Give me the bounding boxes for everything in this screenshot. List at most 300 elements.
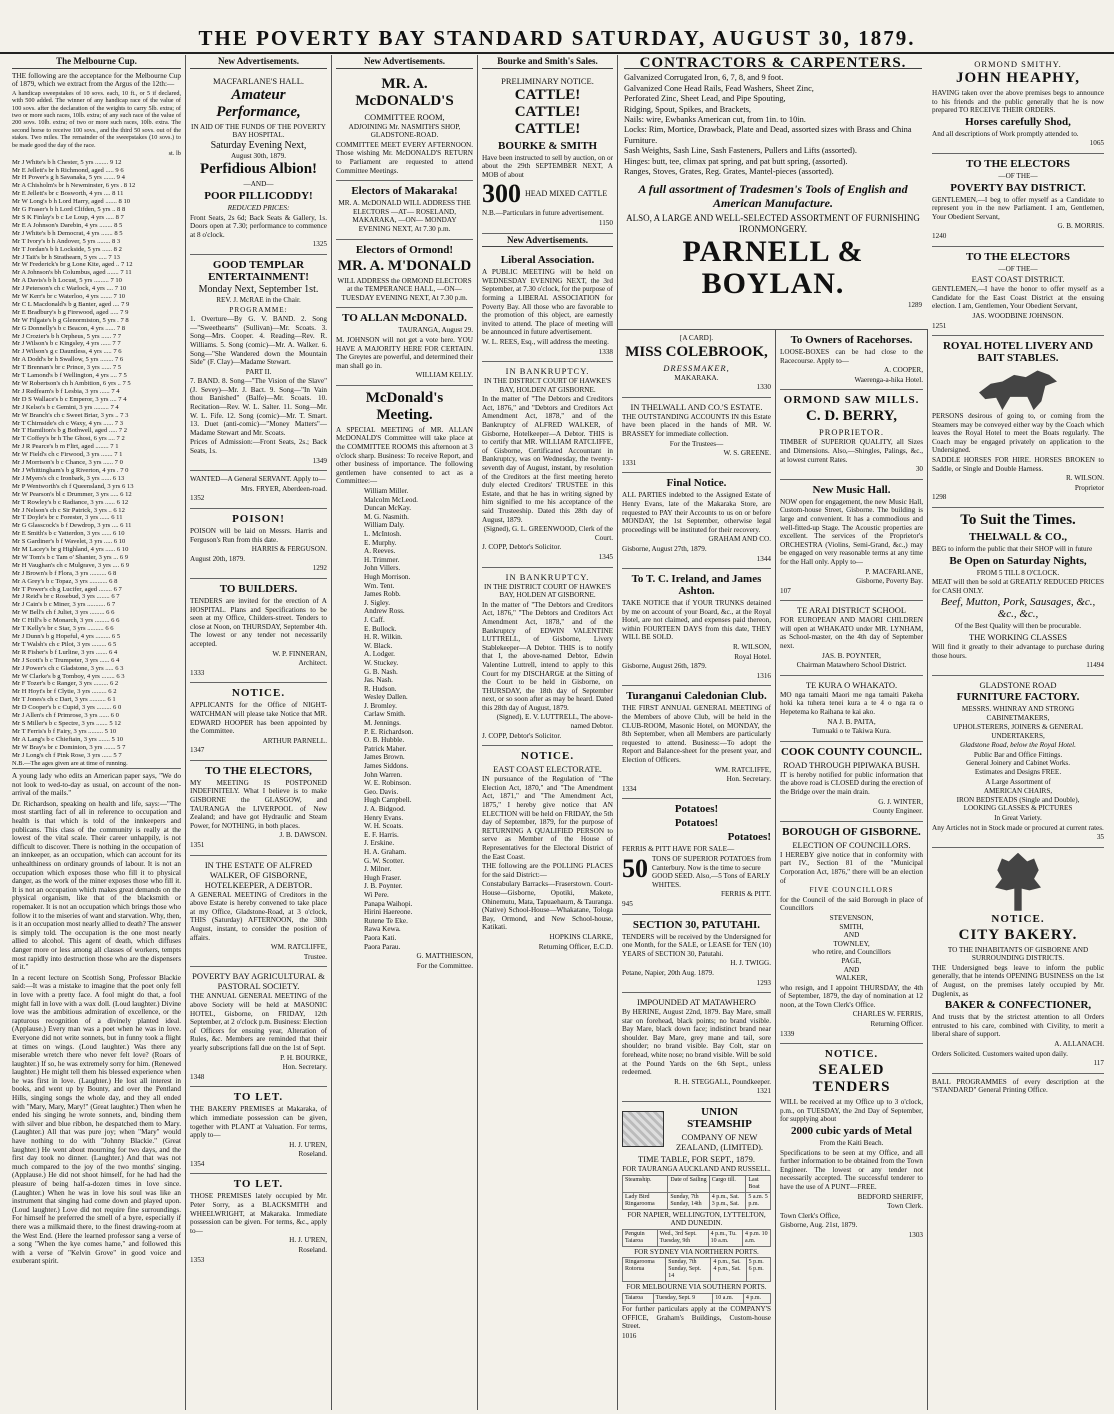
list-item: Mr H Hoyt's br f Clytie, 3 yrs ......... 6 2 [12,688,117,696]
ad-name: C. D. BERRY, [805,408,898,425]
ad-signatory: WM. RATCLIFFE, [714,765,771,774]
ad-signatory: JAS. B. POYNTER, [822,651,881,660]
list-item: Mr G Glasscock's b f Dewdrop, 3 yrs .... 6 11 [12,522,132,530]
list-item: J. Erskine. [364,839,395,848]
column-6 [776,330,928,1410]
list-item: Mr T Brennan's br c Prince, 3 yrs ...... 7 5 [12,364,122,372]
ad-title: Electors of Ormond! [355,243,454,256]
table-row [623,1294,771,1304]
ad-title: TO THE ELECTORS [966,250,1070,263]
ad-text: IN pursuance of the Regulation of "The Election Act, 1870," and "The Amendment Act, 1871," and "The Amendment Act, 1875," I hereby give notice that AN ELECTION will be held on FRIDAY, the 5th day of September, 1879, for the purpose of RETURNING A QUALIFIED PERSON to serve as Member of the House of Representatives for the Electoral District of the East Coast. [482,775,613,861]
ad-role: Tumuaki o te Takiwa Kura. [812,727,891,736]
ad-mcdonalds-meeting [336,386,473,975]
list-item: Mr T Doyle's br c Forester, 3 yrs ...... 6 11 [12,514,123,522]
list-item: Mr W Long's b h Lord Harry, aged ....... 8 10 [12,198,131,206]
ad-signatory: HOPKINS CLARKE, [549,932,613,941]
ad-text: A SPECIAL MEETING of MR. ALLAN McDONALD'S Committee will take place at the COMMITTEE ROOMS this afternoon at 3 o'clock sharp. Business: To receive Report, and other business of importance. The following gentlemen have consented to act as a Committee:— [336,425,473,486]
ad-title: IN THELWALL AND CO.'S ESTATE. [630,401,763,412]
ad-title: TO THE ELECTORS, [205,764,312,777]
ad-number: 1316 [756,671,771,680]
ad-signatory: W. S. GREENE. [723,449,771,458]
list-item: Andrew Ross. [364,607,405,616]
ad-role: DRESSMAKER, [663,362,730,373]
ad-date: August 20th, 1879. [190,554,246,563]
ad-programme-part-1: 1. Overture—By G. V. BAND. 2. Song—"Sweethearts" (Sullivan)—Mr. Scoats. 3. Song—Mrs. Cooper. 4. Reading—Rev. R. Williams. 5. Song (comic)—Mr. A. Walker. 6. Song—"She Wandered down the Mountain Side" (F. Clay)—Madame Stewart. [190,315,327,367]
melbourne-cup-header: The Melbourne Cup. [12,55,181,69]
ad-of: —OF THE— [998,171,1038,180]
list-item: Mr W Tom's b c Tam o' Shanter, 3 yrs ... 6 9 [12,553,129,561]
ad-date: Gisborne, August 27th, 1879. [622,544,707,553]
ad-venue: MACFARLANE'S HALL. [212,75,305,86]
ad-text: GENTLEMEN,—I have the honor to offer myself as a Candidate for the East Coast District at the ensuing election. I am, Gentlemen, Your Obedient Servant, [932,285,1104,311]
ad-text-4: Will find it greatly to their advantage to purchase during those hours. [932,643,1104,660]
ad-big-number: 300 [482,179,521,209]
list-item: LOOKING GLASSES & PICTURES [963,804,1073,813]
ad-text: In the matter of "The Debtors and Creditors Act, 1876," "The Debtors and Creditors Act Amendment Act, 1878," and of the Bankruptcy of EDWIN VALENTINE LUTTRELL, of Gisborne, Livery Stablekeeper—A Debtor. THIS is to notify that I, the above-named Debtor, Edwin Valentine Luttrell, intend to apply to this Court for my DISCHARGE at the Sitting of the Court to be held in Gisborne, on THURSDAY, the 18th day of September next, or so soon after as may be heard. Dated this 28th day of August, 1879. [482,600,613,712]
list-item: Mr J Myers's ch c Ironbark, 3 yrs ...... 6 13 [12,474,125,482]
ad-court: IN THE DISTRICT COURT OF HAWKE'S BAY, HOLDEN AT GISBORNE. [483,377,612,394]
ad-east-coast-electorate [482,746,613,956]
ad-number: 1065 [1089,139,1104,148]
ad-role: PROPRIETOR. [819,427,884,438]
article-paragraph-2: Dr. Richardson, speaking on health and life, says:—"The most startling fact of all in reference to occupation and health is that which is told of the innkeepers and publicans. This class of the community is really at the lowest of the vital scale. Their career unhappily, is not difficult to discover. There is nothing in the occupation of an innkeeper, as an occupation, which can account for its unhealthiness on ordinary grounds of labour. It is not an occupation which exposes those who fill it to physical danger, as the work of the miner exposes those who fill it. It is not an occupation which makes great demands on the physical organism, like that of the blacksmith or ropemaker. It is not an occupation which brings those who follow it to the miseries of want and starvation. Why, then, is it an occupation most nearly allied to death? The answer is simply told. The occupation is the one most nearly allied to alcohol. This agent of death, which diffuses danger more or less among all classes of workers, tempts most rapidly into destruction those who are the dispensers of it." [12,799,181,972]
table-cell: Sunday, 7th Sunday, Sept. 14 [666,1258,711,1282]
list-item: Mr J Cain's b c Miner, 3 yrs ........... 6 7 [12,601,116,609]
table-header-cell: Steamship. [623,1175,668,1192]
ad-title: McDonald's Meeting. [365,389,444,423]
ad-title: POISON! [232,513,285,525]
ad-cattle: CATTLE! CATTLE! CATTLE! [514,86,581,137]
ad-of: —OF THE— [998,264,1038,273]
ad-to-let-smithy [190,1174,327,1269]
ad-part-2-heading: PART II. [245,367,272,376]
new-ads-header-2: New Advertisements. [482,234,613,248]
ad-firm: BOURKE & SMITH [497,139,597,152]
ad-text: THOSE PREMISES lately occupied by Mr. Peter Sorry, as a BLACKSMITH and WHEELWRIGHT, at Makaraka. Immediate possession can be given. For terms, &c., apply to— [190,1192,327,1235]
list-item: Mr A Davis's b h Locust, 5 yrs ......... 7 10 [12,277,122,285]
ad-title: IMPOUNDED AT MATAWHERO [637,997,756,1008]
ad-text: MESSRS. WHINRAY AND STRONG [961,704,1075,713]
ad-poison [190,509,327,579]
list-item: Mr J Nelson's ch c Sir Patrick, 3 yrs .. 6 12 [12,506,125,514]
list-item: Mr J Whittingham's b g Riverton, 4 yrs . 7 0 [12,466,129,474]
ad-play-1: Perfidious Albion! [199,161,318,178]
ad-text: FOR EUROPEAN AND MAORI CHILDREN will open at WHAKATO under MR. LYNHAM, as School-master, on the 4th day of September next. [780,616,923,651]
list-item: H. Trimmer. [364,555,400,564]
list-item: Mr J Power's ch c Gladstone, 3 yrs ..... 6 3 [12,664,124,672]
ad-number: 1352 [190,494,205,503]
ad-text: ALL PARTIES indebted to the Assigned Estate of Henry Evans, late of the Makaraka Store, are requested to PAY their Accounts to us on or before MONDAY, the 1st September, otherwise legal proceedings will be instituted for their recovery. [622,491,771,534]
list-item: Hugh Morrison. [364,572,411,581]
list-item: PAGE, [841,956,862,965]
ad-title: NOTICE. [991,912,1045,925]
ad-text: WILL ADDRESS the ORMOND ELECTORS at the TEMPERANCE HALL, —ON— TUESDAY EVENING NEXT, At 7.30 p.m. [337,276,472,302]
list-item: Mr J Peterson's ch c Warlock, 4 yrs .... 7 10 [12,285,127,293]
ad-text: THE BAKERY PREMISES at Makaraka, of which immediate possession can be given, together with PLANT at Valuation. For terms, apply to— [190,1105,327,1140]
ad-items-list [932,751,1104,777]
list-item: M. G. Nasmith. [364,512,409,521]
ad-agricultural-society [190,967,327,1087]
cup-entries-list [12,159,181,760]
list-item: Wm. Tent. [364,581,395,590]
ad-date: August 30th, 1879. [230,151,287,160]
horse-icon [979,366,1057,410]
table-cell: 4 p.m., Sat. 4 p.m., Sat. [711,1258,746,1282]
ad-card: [A CARD]. [679,334,714,342]
ad-note: Any Articles not in Stock made or procured at current rates. [932,823,1104,832]
ad-union-steamship [622,1102,771,1345]
ad-product-lines [624,73,922,177]
ad-signed: (Signed), E. V. LUTTRELL, The above-named Debtor. [496,713,613,731]
list-item: J. Bromley. [364,701,397,710]
ad-programme-heading: PROGRAMME: [229,305,288,314]
ad-five-councillors: FIVE COUNCILLORS [809,886,894,895]
ad-title: COOK COUNTY COUNCIL. [780,745,923,758]
ad-signatory: H. J. U'REN, [289,1140,327,1149]
ad-title: To Owners of Racehorses. [790,334,913,346]
list-item: Ridging, Spout, Spikes, and Brackets, [624,104,752,114]
ad-text: COMMITTEE MEET EVERY AFTERNOON. Those wishing Mr. McDONALD'S RETURN to Parliament are requested to attend Committee Meetings. [336,140,473,175]
cup-conditions: A handicap sweepstakes of 10 sovs. each, 10 ft., or 5 if declared, with 500 added. The winner of any handicap race of the value of 100 sovs. after the declaration of the weights to carry 5lb. extra; of two or more such races, 10lb. extra; of any such race of the value of 200 sovs. 10lb. extra; of two or more such races, 10lb. extra. The second horse to receive 100 sovs., and the third 50 sovs. out of the stakes. Two miles. The remainder of the sweepstakes (10 sovs.) to be made good the day of the race. [12,89,181,149]
list-item: Carlaw Smith. [364,710,406,719]
list-item: G. W. Scotter. [364,856,405,865]
ad-mcdonald-committee-room [336,72,473,182]
list-item: Wi Pere. [364,890,389,899]
ad-role: Town Clerk. [887,1202,923,1211]
ad-title: ORMOND SAW MILLS. [783,394,920,407]
ad-text: WANTED—A General SERVANT. Apply to— [190,475,326,484]
ad-number: 1251 [932,321,947,330]
ad-title: TO LET. [233,1091,284,1104]
ad-title: NOTICE. [520,750,575,763]
ad-impounded [622,993,771,1102]
route-1: FOR TAURANGA AUCKLAND AND RUSSELL. [622,1165,771,1174]
ad-title: UNION STEAMSHIP [687,1106,752,1131]
ad-signatory: H. J. U'REN, [289,1236,327,1245]
ad-signatory: CHARLES W. FERRIS, [852,1010,923,1019]
ad-name: MISS COLEBROOK, [625,343,768,360]
list-item: UNDERTAKERS, [991,731,1045,740]
ad-programme-part-2: 7. BAND. 8. Song—"The Vision of the Slave" (J. Sevey)—Mr. J. Bact. 9. Song—"In Vain thou Banished" (Balfe)—Mr. Scoats. 10. Recitation—Rev. W. L. Salter. 11. Song—Mr. W. L. Fife. 12. Song (comic)—Mr. T. Smart. 13. Duet (anti-comic)—"Money Matters"—Madame Stewart and Mr. Scoats. [190,377,327,437]
list-item: Ranges, Stoves, Grates, Reg. Grates, Mantel-pieces (assorted). [624,167,834,177]
ad-text: TONS OF SUPERIOR POTATOES from Canterbury. Now is the time to secure GOOD SEED. Also,—5 Tons of EARLY WHITES. [652,854,771,889]
list-item: Mr W Clarke's b g Tomboy, 4 yrs ........ 6 3 [12,672,125,680]
new-ads-header: New Advertisements. [336,55,473,69]
ad-meats: Beef, Mutton, Pork, Sausages, &c., &c., &c., [940,596,1096,621]
list-item: Duncan McKay. [364,504,412,513]
ad-title: Potatoes! [674,803,719,816]
ad-number: 1321 [756,1087,771,1096]
list-item: Mr J White's b h Chester, 5 yrs ........ 9 12 [12,158,122,166]
ad-subtitle: CITY BAKERY. [958,926,1078,943]
list-item: Mr T Power's ch g Lucifer, aged ........ 6 7 [12,585,122,593]
ad-date: Gisborne, August 26th, 1879. [622,662,707,671]
ad-number: 1016 [622,1331,637,1340]
table-cell: 4 p.m. 10 a.m. [742,1229,770,1246]
table-cell: 4 p.m., Tu. 10 a.m. [708,1229,742,1246]
ad-text: BEG to inform the public that their SHOP will in future [932,545,1093,554]
ad-text: M. JOHNSON will not get a vote here. YOU HAVE A MAJORITY HERE FOR CERTAIN. The Greytes are powerful, and determined their man shall go in. [336,335,473,370]
ad-roles-list [932,714,1104,740]
list-item: Galvanized Corrugated Iron, 6, 7, 8, and 9 foot. [624,73,784,83]
ad-new-music-hall [780,480,923,602]
list-item: Mr A Lang's b c Chieftain, 3 yrs ....... 5 10 [12,735,124,743]
ad-number: 1351 [190,841,205,850]
ad-number: 1347 [190,746,205,755]
list-item: who retire, and Councillors [812,948,891,957]
list-item: IRON BEDSTEADS (Single and Double), [956,795,1080,804]
table-cell: Tuesday, Sept. 9 [653,1294,713,1304]
newspaper-title: THE POVERTY BAY STANDARD SATURDAY, AUGUST 30, 1879. [198,26,916,50]
ad-subtitle: ELECTION OF COUNCILLORS. [792,839,911,850]
list-item: J. Sigley. [364,598,391,607]
ad-role: Architect. [298,659,327,668]
ad-role: Returning Officer, E.C.D. [538,942,613,951]
ad-city-bakery [932,848,1104,1074]
list-item: AND [843,965,860,974]
ad-text-2: for the Council of the said Borough in place of Councillors [780,895,923,913]
list-item: John Warren. [364,770,403,779]
list-item: Mr E A Johnson's Darebin, 4 yrs ........ 8 5 [12,221,123,229]
list-item: A. Lodger. [364,650,395,659]
ad-signatory: H. J. TWIGG. [730,959,771,968]
list-item: Mr S K Finlay's b c Le Loup, 4 yrs ..... 8 7 [12,213,124,221]
cup-intro: THE following are the acceptance for the Melbourne Cup of 1879, which we extract from the Argus of the 12th:— [12,71,181,89]
ad-subtitle: SEALED TENDERS [812,1062,891,1096]
list-item: STEVENSON, [829,913,874,922]
list-item: M. Jennings. [364,719,401,728]
ad-text-2: SADDLE HORSES FOR HIRE. HORSES BROKEN to Saddle, or Single and Double Harness. [932,456,1104,473]
table-row [623,1229,771,1246]
table-cell: Taiaroa [623,1294,654,1304]
list-item: Mr J Wilson's b c Kingsley, 4 yrs ...... 7 7 [12,340,121,348]
table-cell: 10 a.m. [713,1294,744,1304]
ad-electors-makaraka [336,181,473,239]
list-item: E. F. Harris. [364,830,399,839]
ad-number: 1298 [932,493,947,502]
ad-text: BALL PROGRAMMES of every description at the "STANDARD" General Printing Office. [932,1077,1104,1095]
list-item: Mr T Ferris's b f Fairy, 3 yrs ......... 5 10 [12,727,117,735]
ad-text-2: And all descriptions of Work promptly attended to. [932,129,1079,138]
ad-ireland-ashton [622,569,771,686]
ad-title: TE KURA O WHAKATO. [805,679,898,690]
ad-text-3: Of the Best Quality will then be procurable. [954,622,1082,631]
list-item: Hinges: butt, tee, climax pat spring, and pat butt spring, (assorted). [624,156,848,166]
ad-firm-name: PARNELL & BOYLAN. [682,235,864,301]
ad-cattle-sale [482,72,613,234]
ad-name: MR. A. M'DONALD [337,257,472,274]
ad-chair: REV. J. McRAE in the Chair. [216,295,301,304]
ad-signatory: A. COOPER, [884,366,923,375]
ad-number: 1331 [622,458,637,467]
table-header-cell: Cargo till. [709,1175,746,1192]
column-7 [928,55,1108,1410]
ad-prices: Front Seats, 2s 6d; Back Seats & Gallery, 1s. Doors open at 7.30; performance to commence at 8 o'clock. [190,213,327,239]
ad-to-let-bakery [190,1087,327,1174]
ad-liberal-association [482,250,613,362]
ad-text: By HERINE, August 22nd, 1879. Bay Mare, small star on forehead, black points; no brand visible. Bay Mare, black down face; indistinct brand near shoulder. Bay Mare, grey mane and tail, sore shoulder; no brand visible. Bay Colt, star on forehead, white nose; no brand visible. Will be sold at the Pound Yards on the 6th Sept., unless redeemed. [622,1008,771,1077]
ad-number: 1292 [312,564,327,573]
ad-also-line: ALSO, A LARGE AND WELL-SELECTED ASSORTMENT OF FURNISHING IRONMONGERY. [626,213,920,234]
weights-heading: st. lb [168,150,181,158]
ad-subtitle: Horses carefully Shod, [965,115,1071,128]
ad-play-2: POOR PILLICODDY! [204,189,313,202]
ad-electors-ormond [336,240,473,309]
list-item: Mr W Robertson's ch h Ambition, 6 yrs .. 7 5 [12,380,131,387]
list-item: Rutene Te Eke. [364,916,408,925]
ad-signatory: NA J. B. PAITA, [827,717,876,726]
list-item: Mr M Lacey's br g Highland, 4 yrs ...... 6 10 [12,546,129,554]
ad-number: 1345 [598,552,613,561]
list-item: Mr H Vaughan's ch c Mulgrave, 3 yrs .... 6 9 [12,561,129,569]
list-item: Mr G Donnelly's b c Beacon, 4 yrs ...... 7 8 [12,324,126,332]
ad-signatory: ARTHUR PARNELL. [262,736,327,745]
ad-subtitle: ROAD THROUGH PIPIWAKA BUSH. [783,759,920,770]
ad-signatory: WILLIAM KELLY. [415,371,473,380]
ad-orders: Orders Solicited. Customers waited upon daily. [932,1049,1068,1058]
ad-polling-places: Constabulary Barracks—Fraserstown. Court-House—Gisborne, Opotiki, Makete, Ohinemutu, Mata, Tapuaehaurn, & Tauranga. (Native) School-House—Whakatane, Tologa Bay, Ormond, and New School-house, Katikati. [482,880,613,932]
ad-to-suit-the-times [932,508,1104,676]
ad-royal-hotel-stables [932,336,1104,508]
ad-role: Chairman Matawhero School District. [796,661,907,670]
ad-text-2: And trusts that by the strictest attention to all Orders entrusted to his care, combined with Civility, to merit a liberal share of support. [932,1013,1104,1039]
list-item: P. E. Richardson. [364,727,414,736]
ad-text: TENDERS will be received by the Undersigned for one Month, for the SALE, or LEASE for TEN (10) YEARS of SECTION 30, Patutahi. [622,932,771,958]
list-item: Panapa Waihopi. [364,899,413,908]
article-paragraph-1: A young lady who edits an American paper says, "We do not look to wed-to-day as usual, on account of the non-arrival of the mails." [12,772,181,798]
list-item: Mr J Crozier's b h Orpheus, 5 yrs ...... 7 7 [12,332,122,340]
ad-role: Trustee. [303,952,327,961]
ad-title: MR. A. McDONALD'S [355,75,454,109]
ad-text: I HEREBY give notice that in conformity with part IV., Section 81 of the "Municipal Corporation Act, 1876," there will be an election of [780,850,923,885]
timetable-4 [622,1293,771,1304]
list-item: Mr J Kelso's b c Gemini, 3 yrs ......... 7 4 [12,403,119,411]
list-item: R. Hudson. [364,684,397,693]
ad-role: Returning Officer. [870,1020,923,1029]
list-item: Mr T Walsh's ch c Pilot, 3 yrs ......... 6 5 [12,640,117,648]
ad-place: TAURANGA, August 29. [398,326,473,335]
column-3 [332,55,478,1410]
ad-location: Gisborne, Poverty Bay. [855,577,923,586]
list-item: Mr T Jones's ch c Dart, 3 yrs .......... 6 1 [12,696,116,704]
ad-signatory: JAS. WOODBINE JOHNSON. [972,311,1064,320]
ad-title: Turanganui Caledonian Club. [626,690,767,703]
ad-number: 1349 [312,456,327,465]
ad-prices: Prices of Admission:—Front Seats, 2s.; Back Seats, 1s. [190,438,327,456]
ad-signatory: HARRIS & FERGUSON. [251,545,327,554]
list-item: Mr J Dunn's b g Hopeful, 4 yrs ......... 6 5 [12,633,121,640]
list-item: E. Murphy. [364,538,397,547]
list-item: H. A. Graham. [364,847,407,856]
ad-title: CONTRACTORS & CARPENTERS. [624,58,922,69]
ad-text: THE FIRST ANNUAL GENERAL MEETING of the Members of above Club, will be held in the CLUB-ROOM, Masonic Hotel, on MONDAY, the 8th September, when all Members are particularly requested to attend. Business:—To adopt the Report and Balance-sheet for the present year, and Election of Officers. [622,704,771,764]
list-item: WALKER, [835,974,868,983]
ad-when: Saturday Evening Next, [210,139,307,151]
ad-final-notice [622,473,771,569]
list-item: Mr T Coffey's br h The Ghost, 6 yrs .... 7 2 [12,435,125,443]
ad-district: POVERTY BAY DISTRICT. [950,181,1086,194]
ad-text: A PUBLIC MEETING will be held on WEDNESDAY EVENING NEXT, the 3rd September, at 7.30 o'clock, for the purpose of forming a LIBERAL ASSOCIATION for Poverty Bay. All those who are favorable to the promotion of this object, are earnestly invited to attend. The place of meeting will be announced in future advertisement. [482,268,613,337]
list-item: Mr E Jellett's br c Bosworth, 4 yrs .... 8 11 [12,190,124,198]
ad-stock-list [932,787,1104,813]
route-4: FOR MELBOURNE VIA SOUTHERN PORTS. [626,1283,767,1292]
ad-notice-watchman [190,683,327,761]
list-item: O. B. Hubble. [364,736,405,745]
list-item: Paora Parau. [364,942,401,951]
ad-amateur-performance [190,72,327,255]
list-item: Estimates and Designs FREE. [974,767,1062,776]
list-item: Perforated Zinc, Sheet Lead, and Pipe Spouting, [624,94,786,104]
timetable-1 [622,1175,771,1210]
tree-icon [995,853,1041,911]
column-5 [618,330,776,1410]
ad-signatory: G. B. MORRIS. [1057,222,1104,231]
ad-title: New Music Hall. [812,483,891,496]
ad-large: A Large Assortment of [985,777,1051,786]
ad-trade: BAKER & CONFECTIONER, [944,999,1092,1012]
list-item: Hugh Fraser. [364,873,402,882]
ad-hours: FROM 5 TILL 8 O'CLOCK. [976,568,1060,577]
list-item: William Miller. [364,487,409,496]
table-cell: 5 a.m. 5 p.m. [746,1192,771,1209]
ad-date: Petane, Napier, 20th Aug. 1879. [622,968,714,977]
ad-bankruptcy-walker [482,362,613,567]
ad-name: JOHN HEAPHY, [956,70,1080,86]
ad-good-templar [190,255,327,471]
ad-borough-gisborne [780,822,923,1044]
list-item: Mr P Wentworth's ch f Queensland, 3 yrs 6 13 [12,482,134,490]
list-item: Mr J White's b h Democrat, 4 yrs ....... 8 5 [12,229,123,237]
list-item: Mr J R Pearce's b m Flirt, aged ........ 7 1 [12,443,119,451]
ad-solicitor: J. COPP, Debtor's Solicitor. [482,731,562,740]
ad-text: MR. A. McDONALD WILL ADDRESS THE ELECTORS —AT— ROSELAND, MAKARAKA, —ON— MONDAY EVENING NEXT, At 7.30 p.m. [338,199,471,233]
list-item: Mr D Cooper's b c Cupid, 3 yrs ......... 6 0 [12,704,122,712]
ad-solicitor: J. COPP, Debtor's Solicitor. [482,543,562,552]
list-item: Mr J Reid's br c Rosebud, 3 yrs ........ 6 7 [12,593,120,601]
ad-sealed-tenders [780,1044,923,1244]
list-item: Patrick Maher. [364,744,407,753]
ad-johnson-electors [932,247,1104,337]
ad-number: 1325 [312,240,327,249]
ad-prices-heading: REDUCED PRICES: [227,203,290,212]
ad-signatory: GRAHAM AND CO. [708,535,771,544]
ad-title: TO ALLAN McDONALD. [342,312,467,325]
ad-thelwall-estate [622,398,771,474]
list-item: W. Black. [364,641,393,650]
ad-title: NOTICE. [231,687,286,700]
ad-title: GOOD TEMPLAR ENTERTAINMENT! [208,258,309,283]
list-item: SMITH, [839,922,864,931]
ad-text: TAKE NOTICE that if YOUR TRUNKS detained by me on account of your Board, &c., at the Royal Hotel, are not claimed, and expenses paid thereon, within FOURTEEN DAYS from this date, THEY WILL BE SOLD. [622,599,771,642]
route-2: FOR NAPIER, WELLINGTON, LYTTELTON, AND DUNEDIN. [627,1210,766,1228]
ad-title: IN BANKRUPTCY. [505,571,590,582]
list-item: Mr F Tozer's b c Ranger, 3 yrs ......... 6 2 [12,680,119,688]
list-item: James Siddons. [364,762,409,771]
ad-title-3: Potatoes! [727,831,771,844]
ad-number: 1348 [190,1072,205,1081]
list-item: Mr R Fisher's b f Lurline, 3 yrs ....... 6 4 [12,648,118,656]
ad-text-2: MEAT will then be sold at GREATLY REDUCED PRICES for CASH ONLY. [932,578,1104,595]
ad-title: SECTION 30, PATUTAHI. [632,918,761,931]
ad-text: TIMBER of SUPERIOR QUALITY, all Sizes and Dimensions. Also,—Shingles, Palings, &c., at lowest current Rates. [780,438,923,464]
column-1 [8,55,186,1410]
ad-bankruptcy-luttrell [482,568,613,747]
ad-title: TE ARAI DISTRICT SCHOOL [796,605,907,616]
list-item: G. B. Nash. [364,667,398,676]
ad-title-2: Potatoes! [674,817,719,830]
ad-signatory: P. H. BOURKE, [280,1053,327,1062]
list-item: Hugh Campbell. [364,796,412,805]
